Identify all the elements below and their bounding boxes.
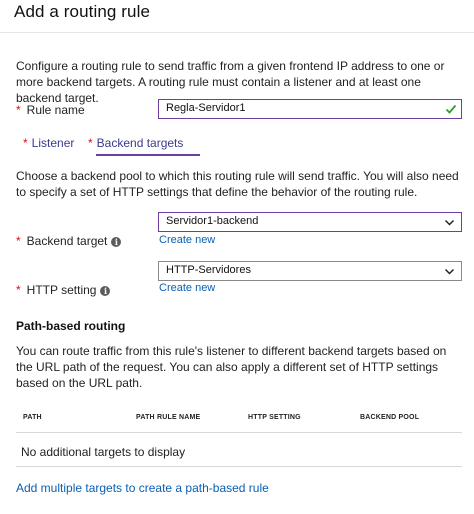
backend-target-label (16, 234, 121, 248)
backend-target-dropdown[interactable] (158, 212, 462, 232)
path-routing-title: Path-based routing (16, 319, 126, 333)
rule-name-label-text: Rule name (26, 103, 85, 117)
active-tab-indicator (96, 154, 200, 156)
required-marker: * (16, 234, 21, 248)
rule-name-label (16, 103, 85, 117)
required-marker: * (16, 103, 21, 117)
page-title: Add a routing rule (14, 2, 150, 21)
column-header-path-rule-name: PATH RULE NAME (136, 414, 201, 421)
http-setting-dropdown[interactable] (158, 261, 462, 281)
required-marker: * (23, 136, 28, 150)
blade-header (0, 0, 474, 33)
required-marker: * (16, 283, 21, 297)
create-new-http-setting-link[interactable]: Create new (159, 282, 216, 294)
info-icon[interactable]: i (100, 286, 110, 296)
http-setting-label-text: HTTP setting (26, 283, 97, 297)
column-header-backend-pool: BACKEND POOL (360, 414, 420, 421)
tab-backend-targets-label: Backend targets (96, 136, 184, 150)
intro-description: Configure a routing rule to send traffic from a given frontend IP address to one or more backend targets. A routing rule must contain a listener and at least one backend target. (16, 59, 445, 105)
required-marker: * (88, 136, 93, 150)
empty-table-message: No additional targets to display (21, 445, 186, 459)
backend-description: Choose a backend pool to which this routing rule will send traffic. You will also need to specify a set of HTTP settings that define the behavior of the routing rule. (16, 169, 459, 199)
http-setting-value: HTTP-Servidores (166, 264, 251, 276)
check-icon (445, 103, 457, 115)
chevron-down-icon (444, 266, 455, 277)
tab-listener[interactable] (23, 136, 74, 156)
rule-name-input[interactable] (158, 99, 462, 119)
http-setting-label (16, 283, 110, 297)
tab-listener-label: Listener (31, 136, 75, 150)
table-divider (16, 466, 462, 467)
path-routing-description: You can route traffic from this rule's listener to different backend targets based on the URL path of the request. You can also apply a different set of HTTP settings based on the URL path. (16, 344, 447, 390)
create-new-backend-link[interactable]: Create new (159, 234, 216, 246)
rule-name-value[interactable]: Regla-Servidor1 (166, 102, 246, 114)
chevron-down-icon (444, 217, 455, 228)
column-header-http-setting: HTTP SETTING (248, 414, 301, 421)
info-icon[interactable]: i (111, 237, 121, 247)
column-header-path: PATH (23, 414, 42, 421)
backend-target-label-text: Backend target (26, 234, 108, 248)
add-multiple-targets-link[interactable]: Add multiple targets to create a path-based rule (16, 481, 269, 495)
backend-target-value: Servidor1-backend (166, 215, 259, 227)
tab-backend-targets[interactable] (88, 136, 183, 156)
table-divider (16, 432, 462, 433)
